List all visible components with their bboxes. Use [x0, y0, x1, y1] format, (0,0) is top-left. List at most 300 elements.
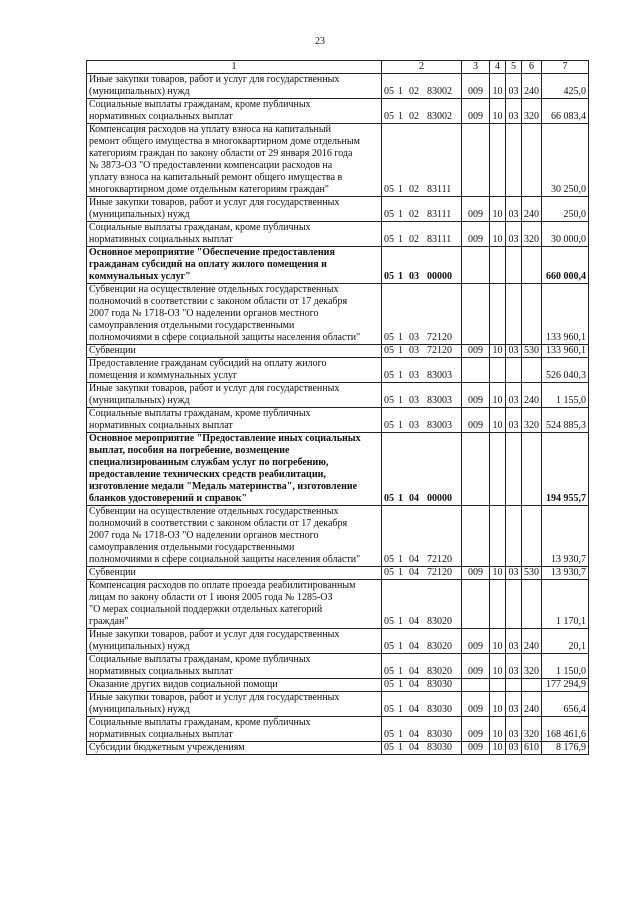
row-name-cell [87, 222, 382, 247]
row-name-line: полномочиями в сфере социальной защиты населения области" [89, 332, 361, 343]
row-name-line: Субвенции на осуществление отдельных государственных [89, 284, 339, 295]
row-col4-cell: 10 [490, 197, 506, 222]
table-row [87, 433, 589, 506]
row-code-part: 1 [398, 679, 403, 690]
row-code-part: 05 [384, 493, 394, 504]
row-col3-cell: 009 [462, 383, 490, 408]
row-name-cell [87, 567, 382, 580]
row-code-part: 1 [398, 395, 403, 406]
row-code-part: 1 [398, 209, 403, 220]
row-col6-cell: 320 [522, 408, 542, 433]
table-row [87, 654, 589, 679]
row-code-part: 83030 [427, 679, 452, 690]
row-col5-cell: 03 [506, 692, 522, 717]
row-col3-cell: 009 [462, 345, 490, 358]
row-code-part: 83111 [427, 209, 452, 220]
row-amount-cell: 425,0 [542, 74, 589, 99]
row-code-part: 1 [398, 729, 403, 740]
row-name-line: "О мерах социальной поддержки отдельных категорий [89, 604, 323, 615]
row-col4-cell: 10 [490, 567, 506, 580]
row-name-line: коммунальных услуг" [89, 271, 191, 282]
row-name-line: Основное мероприятие "Обеспечение предоставления [89, 247, 335, 258]
row-code-cell [382, 247, 462, 284]
row-name-cell [87, 383, 382, 408]
row-name-line: Основное мероприятие "Предоставление иных социальных [89, 433, 361, 444]
row-code-part: 1 [398, 332, 403, 343]
row-name-line: Иные закупки товаров, работ и услуг для государственных [89, 629, 340, 640]
row-name-line: Иные закупки товаров, работ и услуг для государственных [89, 74, 340, 85]
row-code-part: 05 [384, 704, 394, 715]
row-name-line: самоуправления отдельными государственными [89, 320, 295, 331]
row-code-part: 03 [409, 395, 419, 406]
row-name-line: № 3873-ОЗ "О предоставлении компенсации расходов на [89, 160, 333, 171]
row-amount-cell: 656,4 [542, 692, 589, 717]
row-col6-cell: 240 [522, 629, 542, 654]
row-amount-cell: 660 000,4 [542, 247, 589, 284]
row-col5-cell: 03 [506, 717, 522, 742]
header-cell-7: 7 [542, 61, 589, 74]
row-name-line: Иные закупки товаров, работ и услуг для государственных [89, 383, 340, 394]
header-row [87, 61, 589, 74]
row-col6-cell: 320 [522, 654, 542, 679]
row-code-part: 04 [409, 742, 419, 753]
row-col6-cell: 320 [522, 222, 542, 247]
row-col5-cell [506, 358, 522, 383]
row-col4-cell: 10 [490, 383, 506, 408]
row-col3-cell [462, 580, 490, 629]
row-code-part: 1 [398, 370, 403, 381]
row-name-cell [87, 358, 382, 383]
row-code-part: 04 [409, 616, 419, 627]
row-name-cell [87, 74, 382, 99]
row-code-cell [382, 629, 462, 654]
table-row [87, 124, 589, 197]
row-col3-cell: 009 [462, 742, 490, 755]
row-col4-cell: 10 [490, 74, 506, 99]
row-code-part: 1 [398, 271, 403, 282]
row-amount-cell: 8 176,9 [542, 742, 589, 755]
row-col4-cell: 10 [490, 408, 506, 433]
row-code-part: 02 [409, 184, 419, 195]
row-code-cell [382, 284, 462, 345]
row-col4-cell [490, 284, 506, 345]
row-name-cell [87, 629, 382, 654]
row-name-cell [87, 284, 382, 345]
row-col6-cell: 320 [522, 717, 542, 742]
row-amount-cell: 13 930,7 [542, 567, 589, 580]
row-code-cell [382, 124, 462, 197]
row-code-part: 05 [384, 420, 394, 431]
row-col3-cell [462, 679, 490, 692]
row-code-part: 00000 [427, 493, 452, 504]
row-code-cell [382, 222, 462, 247]
row-code-part: 04 [409, 493, 419, 504]
row-code-cell [382, 408, 462, 433]
row-col4-cell: 10 [490, 742, 506, 755]
row-col4-cell: 10 [490, 717, 506, 742]
row-code-part: 72120 [427, 567, 452, 578]
row-col5-cell: 03 [506, 567, 522, 580]
row-code-part: 72120 [427, 345, 452, 356]
row-name-cell [87, 99, 382, 124]
row-name-line: граждан" [89, 616, 129, 627]
row-code-part: 83030 [427, 704, 452, 715]
row-col3-cell: 009 [462, 197, 490, 222]
row-code-part: 05 [384, 86, 394, 97]
row-name-line: ремонт общего имущества в многоквартирном доме отдельным [89, 136, 360, 147]
row-col5-cell: 03 [506, 197, 522, 222]
row-name-line: Социальные выплаты гражданам, кроме публичных [89, 408, 311, 419]
row-col5-cell: 03 [506, 742, 522, 755]
row-amount-cell: 30 000,0 [542, 222, 589, 247]
row-code-cell [382, 506, 462, 567]
table-row [87, 345, 589, 358]
row-code-part: 03 [409, 370, 419, 381]
row-code-part: 02 [409, 111, 419, 122]
row-amount-cell: 13 930,7 [542, 506, 589, 567]
row-code-part: 1 [398, 554, 403, 565]
row-name-line: нормативных социальных выплат [89, 420, 233, 431]
row-col4-cell [490, 506, 506, 567]
row-name-line: нормативных социальных выплат [89, 234, 233, 245]
row-code-cell [382, 345, 462, 358]
page-number: 23 [315, 36, 325, 47]
row-col5-cell [506, 247, 522, 284]
row-code-part: 03 [409, 332, 419, 343]
row-name-line: нормативных социальных выплат [89, 729, 233, 740]
row-code-part: 00000 [427, 271, 452, 282]
row-name-line: Социальные выплаты гражданам, кроме публичных [89, 654, 311, 665]
row-name-line: Субвенции [89, 345, 136, 356]
row-code-part: 83030 [427, 729, 452, 740]
row-name-line: 2007 года № 1718-ОЗ "О наделении органов местного [89, 530, 319, 541]
row-name-line: Оказание других видов социальной помощи [89, 679, 278, 690]
row-code-part: 83003 [427, 420, 452, 431]
row-code-part: 05 [384, 111, 394, 122]
row-name-line: полномочий в соответствии с законом области от 17 декабря [89, 296, 348, 307]
row-code-part: 04 [409, 679, 419, 690]
row-name-line: полномочий в соответствии с законом области от 17 декабря [89, 518, 348, 529]
row-col6-cell: 240 [522, 383, 542, 408]
row-col5-cell: 03 [506, 222, 522, 247]
row-name-line: Субвенции [89, 567, 136, 578]
row-amount-cell: 1 155,0 [542, 383, 589, 408]
row-code-part: 83002 [427, 111, 452, 122]
row-code-part: 1 [398, 234, 403, 245]
row-code-part: 05 [384, 679, 394, 690]
row-code-part: 83002 [427, 86, 452, 97]
row-code-part: 83003 [427, 395, 452, 406]
budget-table [86, 60, 589, 755]
row-code-part: 83030 [427, 742, 452, 753]
row-name-line: нормативных социальных выплат [89, 111, 233, 122]
row-code-part: 03 [409, 271, 419, 282]
row-name-cell [87, 742, 382, 755]
row-col4-cell: 10 [490, 629, 506, 654]
row-code-part: 1 [398, 111, 403, 122]
row-code-part: 05 [384, 742, 394, 753]
row-code-cell [382, 433, 462, 506]
header-cell-4: 4 [490, 61, 506, 74]
row-name-cell [87, 679, 382, 692]
row-code-part: 1 [398, 420, 403, 431]
row-name-cell [87, 580, 382, 629]
table-row [87, 247, 589, 284]
row-code-cell [382, 567, 462, 580]
row-name-line: гражданам субсидий на оплату жилого помещения и [89, 259, 327, 270]
row-name-cell [87, 197, 382, 222]
row-code-part: 05 [384, 184, 394, 195]
row-name-cell [87, 433, 382, 506]
row-code-part: 04 [409, 729, 419, 740]
row-name-line: полномочиями в сфере социальной защиты населения области" [89, 554, 361, 565]
row-col5-cell [506, 284, 522, 345]
row-code-part: 02 [409, 209, 419, 220]
row-code-part: 02 [409, 86, 419, 97]
row-code-cell [382, 74, 462, 99]
row-name-line: Социальные выплаты гражданам, кроме публичных [89, 717, 311, 728]
row-col5-cell: 03 [506, 345, 522, 358]
row-name-line: Социальные выплаты гражданам, кроме публичных [89, 222, 311, 233]
row-col3-cell: 009 [462, 567, 490, 580]
row-name-line: Иные закупки товаров, работ и услуг для государственных [89, 197, 340, 208]
row-col6-cell [522, 580, 542, 629]
row-code-part: 04 [409, 641, 419, 652]
table-row [87, 580, 589, 629]
row-name-line: Субсидии бюджетным учреждениям [89, 742, 245, 753]
table-row [87, 99, 589, 124]
row-col3-cell: 009 [462, 654, 490, 679]
row-amount-cell: 1 150,0 [542, 654, 589, 679]
row-amount-cell: 250,0 [542, 197, 589, 222]
row-code-part: 1 [398, 567, 403, 578]
row-name-line: Предоставление гражданам субсидий на оплату жилого [89, 358, 327, 369]
row-code-part: 04 [409, 554, 419, 565]
row-code-cell [382, 717, 462, 742]
table-row [87, 679, 589, 692]
row-code-part: 03 [409, 345, 419, 356]
row-col5-cell: 03 [506, 629, 522, 654]
row-code-cell [382, 99, 462, 124]
table-row [87, 197, 589, 222]
row-code-part: 1 [398, 641, 403, 652]
row-code-part: 1 [398, 493, 403, 504]
row-amount-cell: 1 170,1 [542, 580, 589, 629]
row-name-line: уплату взноса на капитальный ремонт общего имущества в [89, 172, 343, 183]
row-col6-cell [522, 433, 542, 506]
row-code-part: 05 [384, 332, 394, 343]
row-code-cell [382, 358, 462, 383]
row-col6-cell [522, 358, 542, 383]
row-code-part: 05 [384, 729, 394, 740]
row-col4-cell: 10 [490, 345, 506, 358]
header-cell-6: 6 [522, 61, 542, 74]
row-code-part: 03 [409, 420, 419, 431]
table-body [87, 61, 589, 755]
row-code-part: 05 [384, 554, 394, 565]
row-name-cell [87, 408, 382, 433]
row-col4-cell [490, 358, 506, 383]
row-col6-cell [522, 284, 542, 345]
row-code-part: 1 [398, 742, 403, 753]
row-name-line: (муниципальных) нужд [89, 395, 190, 406]
row-name-line: Иные закупки товаров, работ и услуг для государственных [89, 692, 340, 703]
row-code-part: 83111 [427, 184, 452, 195]
row-col5-cell [506, 433, 522, 506]
row-code-part: 1 [398, 86, 403, 97]
row-code-part: 04 [409, 704, 419, 715]
row-code-part: 05 [384, 641, 394, 652]
row-col4-cell: 10 [490, 99, 506, 124]
row-name-line: Компенсация расходов на уплату взноса на капитальный [89, 124, 331, 135]
row-code-cell [382, 742, 462, 755]
row-code-part: 1 [398, 616, 403, 627]
row-amount-cell: 524 885,3 [542, 408, 589, 433]
row-name-line: (муниципальных) нужд [89, 641, 190, 652]
row-col6-cell [522, 506, 542, 567]
row-code-part: 83020 [427, 666, 452, 677]
table-row [87, 567, 589, 580]
row-code-cell [382, 197, 462, 222]
table-row [87, 358, 589, 383]
row-col3-cell [462, 284, 490, 345]
row-col5-cell: 03 [506, 99, 522, 124]
row-code-part: 83020 [427, 641, 452, 652]
row-code-part: 05 [384, 345, 394, 356]
row-code-part: 1 [398, 345, 403, 356]
row-col5-cell [506, 580, 522, 629]
row-code-part: 1 [398, 184, 403, 195]
row-name-line: Субвенции на осуществление отдельных государственных [89, 506, 339, 517]
row-amount-cell: 177 294,9 [542, 679, 589, 692]
header-cell-1: 1 [87, 61, 382, 74]
row-name-line: (муниципальных) нужд [89, 86, 190, 97]
row-col3-cell: 009 [462, 717, 490, 742]
row-name-line: выплат, пособия на погребение, возмещение [89, 445, 290, 456]
row-code-cell [382, 383, 462, 408]
row-col6-cell [522, 247, 542, 284]
header-cell-2: 2 [382, 61, 462, 74]
row-code-part: 05 [384, 395, 394, 406]
row-col6-cell: 530 [522, 567, 542, 580]
row-name-line: категориям граждан по закону области от 29 января 2016 года [89, 148, 353, 159]
row-code-part: 83020 [427, 616, 452, 627]
row-code-part: 05 [384, 567, 394, 578]
row-col3-cell: 009 [462, 408, 490, 433]
table-row [87, 692, 589, 717]
row-col6-cell: 610 [522, 742, 542, 755]
row-col5-cell [506, 679, 522, 692]
row-col5-cell: 03 [506, 408, 522, 433]
row-col4-cell: 10 [490, 222, 506, 247]
row-code-part: 83003 [427, 370, 452, 381]
row-code-part: 1 [398, 666, 403, 677]
table-row [87, 383, 589, 408]
row-amount-cell: 133 960,1 [542, 345, 589, 358]
row-name-cell [87, 124, 382, 197]
row-amount-cell: 194 955,7 [542, 433, 589, 506]
row-name-cell [87, 345, 382, 358]
row-amount-cell: 30 250,0 [542, 124, 589, 197]
table-row [87, 74, 589, 99]
row-col3-cell: 009 [462, 99, 490, 124]
row-code-part: 05 [384, 271, 394, 282]
row-col4-cell [490, 679, 506, 692]
row-name-line: лицам по закону области от 1 июня 2005 года № 1285-ОЗ [89, 592, 333, 603]
row-code-part: 1 [398, 704, 403, 715]
table-row [87, 717, 589, 742]
row-code-cell [382, 654, 462, 679]
row-name-line: помещения и коммунальных услуг [89, 370, 238, 381]
row-name-line: предоставление технических средств реабилитации, [89, 469, 326, 480]
row-col4-cell [490, 124, 506, 197]
row-col6-cell: 240 [522, 197, 542, 222]
row-amount-cell: 168 461,6 [542, 717, 589, 742]
row-code-part: 05 [384, 234, 394, 245]
row-name-line: многоквартирном доме отдельным категориям граждан" [89, 184, 329, 195]
row-col5-cell: 03 [506, 383, 522, 408]
row-code-part: 05 [384, 209, 394, 220]
table-row [87, 742, 589, 755]
row-amount-cell: 66 083,4 [542, 99, 589, 124]
row-col6-cell [522, 124, 542, 197]
row-code-cell [382, 692, 462, 717]
row-name-line: Социальные выплаты гражданам, кроме публичных [89, 99, 311, 110]
row-amount-cell: 20,1 [542, 629, 589, 654]
row-name-line: бланков удостоверений и справок" [89, 493, 248, 504]
row-code-part: 72120 [427, 554, 452, 565]
row-code-part: 02 [409, 234, 419, 245]
table-row [87, 284, 589, 345]
row-code-part: 05 [384, 370, 394, 381]
table-row [87, 222, 589, 247]
header-cell-5: 5 [506, 61, 522, 74]
row-name-line: (муниципальных) нужд [89, 704, 190, 715]
row-col3-cell [462, 358, 490, 383]
row-name-line: специализированным службам услуг по погребению, [89, 457, 329, 468]
row-col3-cell [462, 247, 490, 284]
row-code-part: 04 [409, 567, 419, 578]
row-col4-cell [490, 580, 506, 629]
row-col5-cell [506, 506, 522, 567]
row-col5-cell: 03 [506, 654, 522, 679]
row-col4-cell: 10 [490, 692, 506, 717]
row-code-part: 04 [409, 666, 419, 677]
row-name-line: Компенсация расходов по оплате проезда реабилитированным [89, 580, 356, 591]
row-col3-cell [462, 506, 490, 567]
row-col3-cell [462, 433, 490, 506]
row-col3-cell: 009 [462, 222, 490, 247]
table-row [87, 629, 589, 654]
row-code-part: 83111 [427, 234, 452, 245]
header-cell-3: 3 [462, 61, 490, 74]
row-code-part: 72120 [427, 332, 452, 343]
row-col6-cell: 320 [522, 99, 542, 124]
row-col4-cell [490, 433, 506, 506]
row-col6-cell: 240 [522, 74, 542, 99]
row-col4-cell: 10 [490, 654, 506, 679]
row-name-line: нормативных социальных выплат [89, 666, 233, 677]
row-col5-cell [506, 124, 522, 197]
row-col4-cell [490, 247, 506, 284]
row-col3-cell [462, 124, 490, 197]
row-col5-cell: 03 [506, 74, 522, 99]
row-col6-cell [522, 679, 542, 692]
row-code-cell [382, 580, 462, 629]
row-name-cell [87, 506, 382, 567]
row-name-cell [87, 692, 382, 717]
row-name-cell [87, 247, 382, 284]
